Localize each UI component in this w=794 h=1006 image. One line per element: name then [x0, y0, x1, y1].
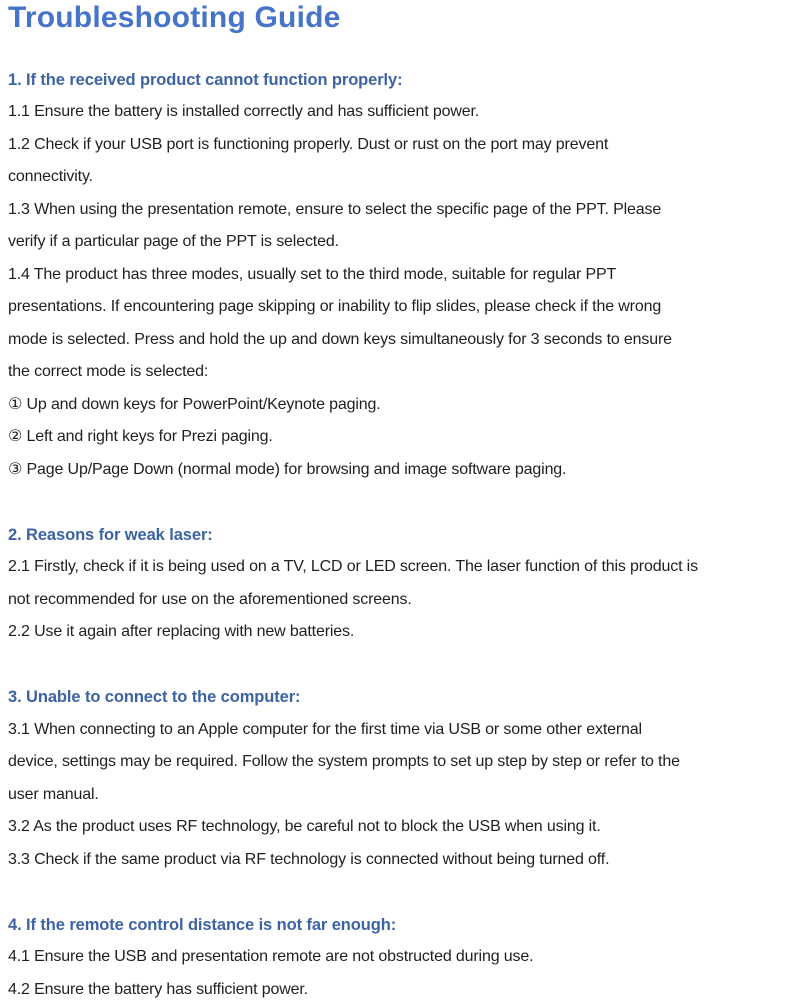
body-line: device, settings may be required. Follow the system prompts to set up step by step or refer to the: [8, 746, 786, 779]
body-line: verify if a particular page of the PPT is selected.: [8, 226, 786, 259]
body-line: 3.2 As the product uses RF technology, be careful not to block the USB when using it.: [8, 811, 786, 844]
body-line: 2.1 Firstly, check if it is being used on a TV, LCD or LED screen. The laser function of this product is: [8, 551, 786, 584]
section-3-heading: 3. Unable to connect to the computer:: [8, 681, 786, 714]
body-line: 1.3 When using the presentation remote, ensure to select the specific page of the PPT. Please: [8, 194, 786, 227]
body-line: 4.2 Ensure the battery has sufficient power.: [8, 974, 786, 1006]
section-1-heading: 1. If the received product cannot function properly:: [8, 64, 786, 97]
body-line: user manual.: [8, 779, 786, 812]
body-line: 1.1 Ensure the battery is installed correctly and has sufficient power.: [8, 96, 786, 129]
body-line: connectivity.: [8, 161, 786, 194]
section-2: [8, 519, 786, 649]
numbered-list-item-3: ③ Page Up/Page Down (normal mode) for browsing and image software paging.: [8, 454, 786, 487]
section-1: [8, 64, 786, 487]
body-line: 3.3 Check if the same product via RF technology is connected without being turned off.: [8, 844, 786, 877]
section-4-heading: 4. If the remote control distance is not far enough:: [8, 909, 786, 942]
numbered-list-item-2: ② Left and right keys for Prezi paging.: [8, 421, 786, 454]
body-line: the correct mode is selected:: [8, 356, 786, 389]
body-line: 1.4 The product has three modes, usually set to the third mode, suitable for regular PPT: [8, 259, 786, 292]
body-line: 2.2 Use it again after replacing with new batteries.: [8, 616, 786, 649]
section-3: [8, 681, 786, 876]
body-line: 1.2 Check if your USB port is functioning properly. Dust or rust on the port may prevent: [8, 129, 786, 162]
section-2-heading: 2. Reasons for weak laser:: [8, 519, 786, 552]
numbered-list-item-1: ① Up and down keys for PowerPoint/Keynote paging.: [8, 389, 786, 422]
body-line: 3.1 When connecting to an Apple computer for the first time via USB or some other external: [8, 714, 786, 747]
body-line: 4.1 Ensure the USB and presentation remote are not obstructed during use.: [8, 941, 786, 974]
page-title: Troubleshooting Guide: [8, 1, 786, 35]
body-line: presentations. If encountering page skipping or inability to flip slides, please check if the wrong: [8, 291, 786, 324]
body-line: not recommended for use on the aforementioned screens.: [8, 584, 786, 617]
section-4: [8, 909, 786, 1006]
body-line: mode is selected. Press and hold the up and down keys simultaneously for 3 seconds to ensure: [8, 324, 786, 357]
